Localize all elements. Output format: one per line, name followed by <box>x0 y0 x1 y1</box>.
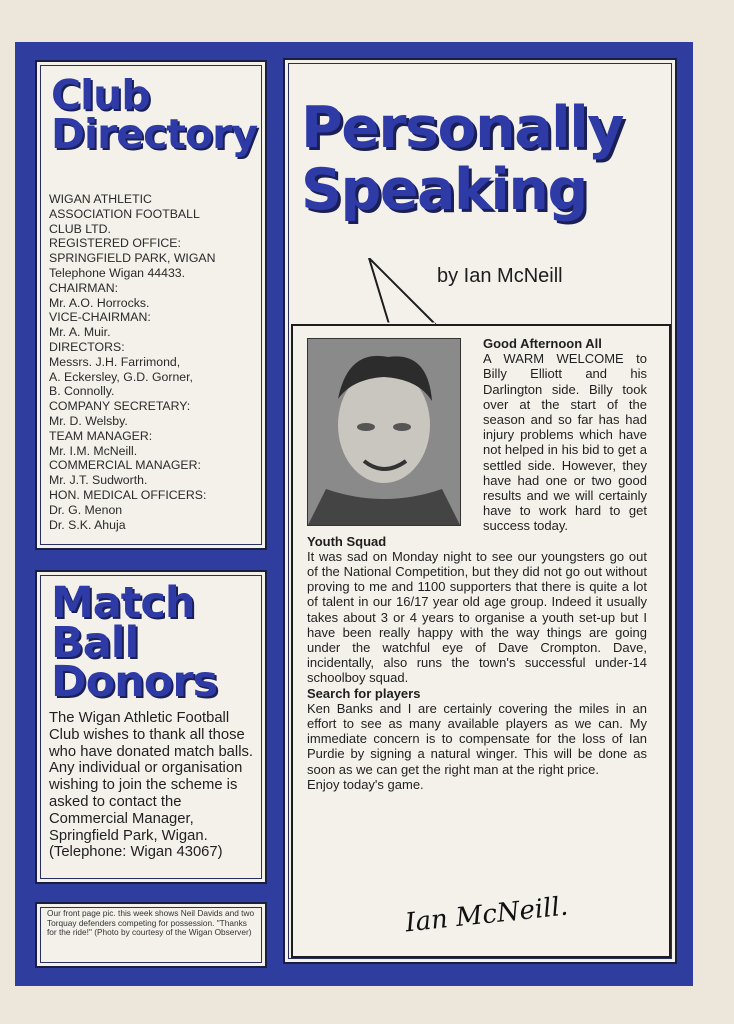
directory-line: DIRECTORS: <box>49 339 125 354</box>
directory-line: COMMERCIAL MANAGER: <box>49 458 201 473</box>
article-title-line1: Personally <box>301 95 623 161</box>
directory-line: Messrs. J.H. Farrimond, <box>49 354 181 369</box>
article-intro: A WARM WELCOME to Billy Elliott and his Darlington side. Billy took over at the start of the season and so far has had injury problems which have not helped in his bid to get a settled side. However, they have had one or two good results and we will certainly have to work hard to get success today. <box>483 351 647 534</box>
article-greeting: Good Afternoon All <box>483 336 602 351</box>
club-directory-list <box>49 192 254 532</box>
match-ball-donors-box <box>35 570 267 884</box>
manager-portrait-photo <box>307 338 461 526</box>
search-players-heading: Search for players <box>307 685 421 701</box>
directory-line: CLUB LTD. <box>49 221 111 236</box>
directory-line: Telephone Wigan 44433. <box>49 265 186 280</box>
directory-line: A. Eckersley, G.D. Gorner, <box>49 369 193 384</box>
article-title-line2: Speaking <box>301 156 587 223</box>
handwritten-signature: Ian McNeill. <box>403 891 570 939</box>
club-directory-box <box>35 60 267 550</box>
personally-speaking-box <box>283 58 677 964</box>
youth-squad-heading: Youth Squad <box>307 533 387 549</box>
directory-line: VICE-CHAIRMAN: <box>49 310 151 325</box>
directory-line: B. Connolly. <box>49 384 115 399</box>
match-ball-body: The Wigan Athletic Football Club wishes to thank all those who have donated match balls. Any individual or organisation wishing to join the scheme is asked to contact the Commercial Manager, Springfield Park, Wigan. (Telephone: Wigan 43067) <box>49 710 253 861</box>
directory-line: Dr. S.K. Ahuja <box>49 517 126 532</box>
directory-line: Mr. A.O. Horrocks. <box>49 295 150 310</box>
directory-line: Mr. D. Welsby. <box>49 413 128 428</box>
directory-line: Mr. J.T. Sudworth. <box>49 473 148 488</box>
club-directory-heading <box>51 71 258 158</box>
youth-squad-body: It was sad on Monday night to see our youngsters go out of the National Competition, but they did not go out without proving to me and 1100 supporters that there is quite a lot of talent in our 16/17 year old age group. Indeed it usually takes about 3 or 4 years to organise a youth set-up but I have been really happy with the way things are going under the watchful eye of Dave Crompton. Dave, incidentally, also runs the town's successful under-14 schoolboy squad. <box>307 548 647 686</box>
directory-line: ASSOCIATION FOOTBALL <box>49 206 200 221</box>
match-ball-heading <box>51 578 218 708</box>
front-page-caption: Our front page pic. this week shows Neil Davids and two Torquay defenders competing for possession. "Thanks for the ride!" (Photo by courtesy of the Wigan Observer) <box>47 908 255 938</box>
directory-line: CHAIRMAN: <box>49 280 119 295</box>
directory-line: WIGAN ATHLETIC <box>49 192 152 206</box>
directory-line: Mr. I.M. McNeill. <box>49 443 138 458</box>
article-body <box>307 336 647 792</box>
directory-line: SPRINGFIELD PARK, WIGAN <box>49 251 216 266</box>
club-directory-title-line1: Club <box>51 71 150 119</box>
directory-line: Dr. G. Menon <box>49 502 123 517</box>
article-byline: by Ian McNeill <box>437 265 563 287</box>
directory-line: Mr. A. Muir. <box>49 325 111 340</box>
search-players-body: Ken Banks and I are certainly covering the miles in an effort to see as many available players as we can. My immediate concern is to compensate for the loss of Ian Purdie by signing a natural winger. This will be done as soon as we can get the right man at the right price. <box>307 700 647 777</box>
match-ball-title-line1: Match <box>51 578 195 628</box>
front-page-caption-box <box>35 902 267 968</box>
match-ball-title-line2: Ball <box>51 617 139 668</box>
directory-line: COMPANY SECRETARY: <box>49 399 191 414</box>
portrait-icon <box>308 339 460 525</box>
directory-line: TEAM MANAGER: <box>49 428 153 443</box>
directory-line: HON. MEDICAL OFFICERS: <box>49 487 207 502</box>
directory-line: REGISTERED OFFICE: <box>49 236 181 251</box>
club-directory-title-line2: Directory <box>51 109 258 158</box>
article-closing: Enjoy today's game. <box>307 776 424 792</box>
match-ball-title-line3: Donors <box>51 657 218 708</box>
speech-bubble-pointer <box>355 258 445 328</box>
article-heading <box>301 95 623 223</box>
